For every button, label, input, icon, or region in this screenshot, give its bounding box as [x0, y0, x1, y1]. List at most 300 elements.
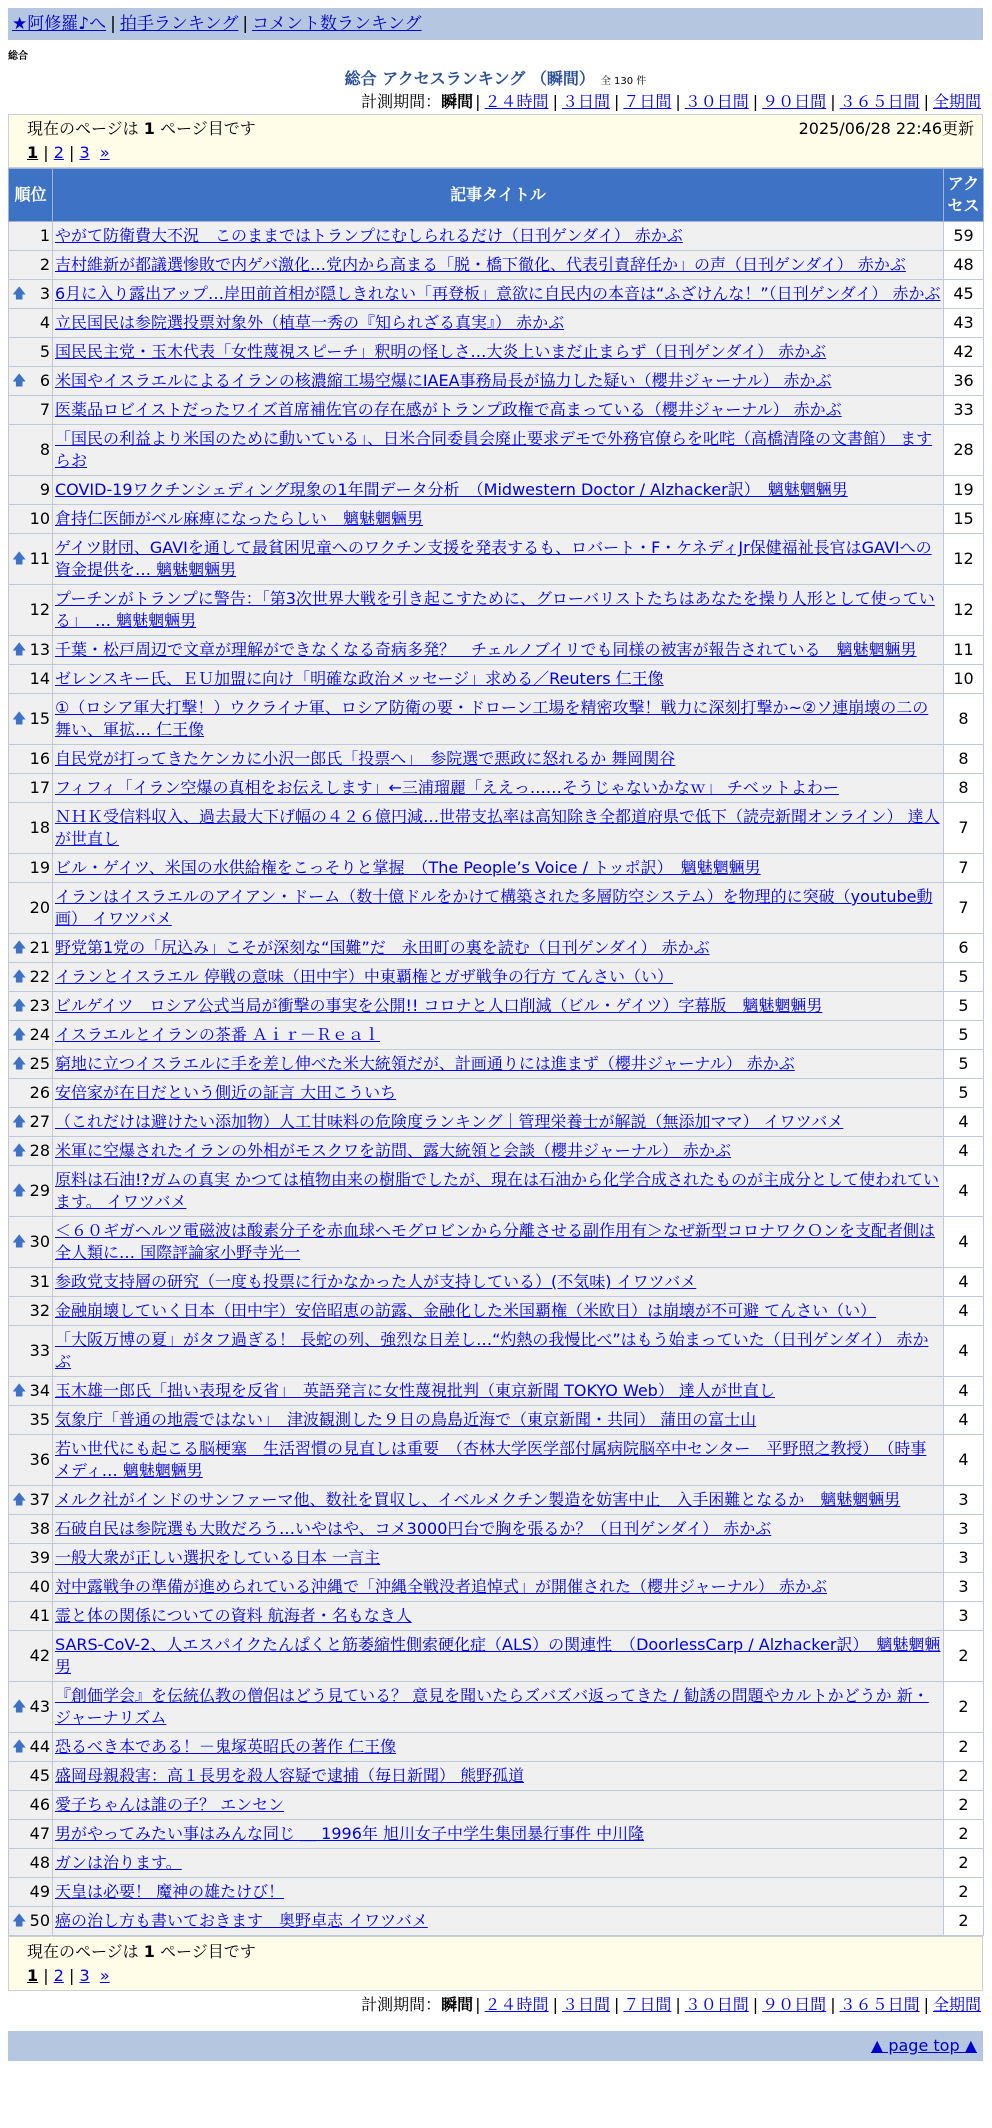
access-count: 6: [944, 934, 984, 963]
period-separator: |: [475, 1995, 481, 2014]
rank-number: 20: [29, 898, 50, 917]
rank-up-icon: 🡅: [12, 998, 27, 1014]
rank-cell: [9, 396, 53, 425]
access-count: 2: [944, 1762, 984, 1791]
rank-up-icon: 🡅: [12, 969, 27, 985]
access-count: 42: [944, 338, 984, 367]
access-count: 7: [944, 854, 984, 883]
page-3-link[interactable]: 3: [79, 143, 90, 162]
period-separator: |: [830, 1995, 836, 2014]
title-cell: [53, 1733, 944, 1762]
rank-header: 順位: [9, 169, 53, 222]
period-link[interactable]: ７日間: [623, 1995, 672, 2014]
access-count: 5: [944, 1021, 984, 1050]
rank-cell: [9, 745, 53, 774]
period-label: 計測期間：: [361, 92, 442, 111]
title-cell: [53, 665, 944, 694]
table-row: [9, 1820, 984, 1849]
rank-cell: [9, 1297, 53, 1326]
title-cell: [53, 280, 944, 309]
rank-cell: [9, 1733, 53, 1762]
pager-bottom: [8, 1936, 983, 1991]
rank-number: 50: [29, 1911, 50, 1930]
rank-cell: [9, 367, 53, 396]
title-cell: [53, 505, 944, 534]
rank-number: 33: [29, 1341, 50, 1360]
rank-cell: [9, 963, 53, 992]
rank-cell: [9, 338, 53, 367]
title-header: 記事タイトル: [53, 169, 944, 222]
period-separator: |: [923, 92, 929, 111]
title-cell: [53, 992, 944, 1021]
rank-cell: [9, 280, 53, 309]
table-row: [9, 1297, 984, 1326]
rank-number: 10: [29, 509, 50, 528]
table-row: [9, 1544, 984, 1573]
article-title-link[interactable]: 男がやってみたい事はみんな同じ ＿ 1996年 旭川女子中学生集団暴行事件 中川隆: [55, 1824, 645, 1843]
article-title-link[interactable]: 気象庁「普通の地震ではない」 津波観測した９日の鳥島近海で（東京新聞・共同） 蒲田の富士山: [55, 1410, 757, 1429]
article-title-link[interactable]: 「大阪万博の夏」がタフ過ぎる！ 長蛇の列、強烈な日差し…“灼熱の我慢比べ”はもう始まっていた（日刊ゲンダイ） 赤かぶ: [55, 1330, 929, 1371]
period-separator: |: [675, 1995, 681, 2014]
rank-cell: [9, 1377, 53, 1406]
period-link[interactable]: 全期間: [932, 92, 981, 111]
access-count: 2: [944, 1682, 984, 1733]
table-row: [9, 883, 984, 934]
rank-up-icon: 🡅: [12, 1056, 27, 1072]
home-link[interactable]: ★阿修羅♪へ: [12, 14, 107, 34]
table-row: [9, 1166, 984, 1217]
rank-cell: [9, 1791, 53, 1820]
article-title-link[interactable]: 野党第1党の「尻込み」こそが深刻な“国難”だ 永田町の裏を読む（日刊ゲンダイ） 赤かぶ: [55, 938, 710, 957]
article-title-link[interactable]: SARS-CoV-2、人エスパイクたんぱくと筋萎縮性側索硬化症（ALS）の関連性 （DoorlessCarp / Alzhacker訳） 魑魅魍魎男: [55, 1635, 941, 1676]
rank-number: 32: [29, 1301, 50, 1320]
article-title-link[interactable]: 恐るべき本である！－鬼塚英昭氏の著作 仁王像: [55, 1737, 397, 1756]
article-title-link[interactable]: イスラエルとイランの茶番 Ａｉｒ－Ｒｅａｌ: [55, 1025, 380, 1044]
title-cell: [53, 1820, 944, 1849]
title-cell: [53, 1217, 944, 1268]
table-header-row: [9, 169, 984, 222]
rank-cell: [9, 1544, 53, 1573]
title-cell: [53, 585, 944, 636]
article-title-link[interactable]: ガンは治ります。: [55, 1853, 182, 1872]
table-row: [9, 854, 984, 883]
rank-cell: [9, 1268, 53, 1297]
title-cell: [53, 1791, 944, 1820]
article-title-link[interactable]: フィフィ「イラン空爆の真相をお伝えします」←三浦瑠麗「ええっ……そうじゃないかなｗ」 チベットよわー: [55, 778, 839, 797]
rank-cell: [9, 1166, 53, 1217]
article-title-link[interactable]: 石破自民は参院選も大敗だろう…いやはや、コメ3000円台で胸を張るか？（日刊ゲンダイ） 赤かぶ: [55, 1519, 772, 1538]
article-title-link[interactable]: 立民国民は参院選投票対象外（植草一秀の『知られざる真実』） 赤かぶ: [55, 313, 565, 332]
title-cell: [53, 1762, 944, 1791]
table-row: [9, 934, 984, 963]
article-title-link[interactable]: イランはイスラエルのアイアン・ドーム（数十億ドルをかけて構築された多層防空システム）を物理的に突破（youtube動画） イワツバメ: [55, 887, 933, 928]
rank-number: 21: [29, 938, 50, 957]
period-current: 瞬間: [441, 1995, 474, 2014]
rank-cell: [9, 425, 53, 476]
access-count: 33: [944, 396, 984, 425]
rank-number: 42: [29, 1646, 50, 1665]
table-row: [9, 1849, 984, 1878]
article-title-link[interactable]: 米国やイスラエルによるイランの核濃縮工場空爆にIAEA事務局長が協力した疑い（櫻井ジャーナル） 赤かぶ: [55, 371, 832, 390]
period-link[interactable]: ３６５日間: [839, 1995, 920, 2014]
rank-up-icon: 🡅: [12, 373, 27, 389]
access-count: 7: [944, 883, 984, 934]
page-links: 1 | 2 | 3 »: [27, 143, 110, 162]
rank-number: 12: [29, 600, 50, 619]
period-link[interactable]: ９０日間: [762, 1995, 827, 2014]
table-row: [9, 1435, 984, 1486]
access-count: 4: [944, 1217, 984, 1268]
table-row: [9, 280, 984, 309]
article-title-link[interactable]: COVID-19ワクチンシェディング現象の1年間データ分析 （Midwestern Doctor / Alzhacker訳） 魑魅魍魎男: [55, 480, 848, 499]
rank-number: 46: [29, 1795, 50, 1814]
article-title-link[interactable]: ビルゲイツ ロシア公式当局が衝撃の事実を公開!! コロナと人口削減（ビル・ゲイツ）字幕版 魑魅魍魎男: [55, 996, 823, 1015]
access-count: 3: [944, 1602, 984, 1631]
top-nav-bar: [8, 8, 983, 40]
article-title-link[interactable]: 千葉・松戸周辺で文章が理解ができなくなる奇病多発？ チェルノブイリでも同様の被害が報告されている 魑魅魍魎男: [55, 640, 917, 659]
rank-number: 5: [39, 342, 50, 361]
access-count: 8: [944, 694, 984, 745]
title-cell: [53, 309, 944, 338]
title-cell: [53, 1849, 944, 1878]
title-cell: [53, 963, 944, 992]
access-count: 10: [944, 665, 984, 694]
title-cell: [53, 1878, 944, 1907]
article-title-link[interactable]: メルク社がインドのサンファーマ他、数社を買収し、イベルメクチン製造を妨害中止 入手困難となるか 魑魅魍魎男: [55, 1490, 901, 1509]
rank-cell: [9, 1326, 53, 1377]
rank-cell: [9, 1217, 53, 1268]
article-title-link[interactable]: ＜６０ギガヘルツ電磁波は酸素分子を赤血球ヘモグロビンから分離させる副作用有＞なぜ新型コロナワクＯンを支配者側は全人類に… 国際評論家小野寺光一: [55, 1221, 936, 1262]
rank-up-icon: 🡅: [12, 1383, 27, 1399]
access-count: 4: [944, 1268, 984, 1297]
access-count: 4: [944, 1326, 984, 1377]
article-title-link[interactable]: 自民党が打ってきたケンカに小沢一郎氏「投票へ」 参院選で悪政に怒れるか 舞岡関谷: [55, 749, 676, 768]
article-title-link[interactable]: プーチンがトランプに警告：「第3次世界大戦を引き起こすために、グローバリストたちはあなたを操り人形として使っている」 … 魑魅魍魎男: [55, 589, 935, 630]
article-title-link[interactable]: 参政党支持層の研究（一度も投票に行かなかった人が支持している）(不気味) イワツバメ: [55, 1272, 697, 1291]
next-page-link[interactable]: »: [99, 1966, 110, 1985]
bottom-bar: [8, 2031, 983, 2061]
title-cell: [53, 1631, 944, 1682]
title-cell: [53, 1377, 944, 1406]
title-cell: [53, 1907, 944, 1936]
rank-number: 8: [39, 440, 50, 459]
rank-up-icon: 🡅: [12, 551, 27, 567]
title-cell: [53, 883, 944, 934]
rank-number: 44: [29, 1737, 50, 1756]
title-cell: [53, 251, 944, 280]
article-title-link[interactable]: やがて防衛費大不況 このままではトランプにむしられるだけ（日刊ゲンダイ） 赤かぶ: [55, 226, 683, 245]
access-count: 12: [944, 585, 984, 636]
access-count: 5: [944, 1050, 984, 1079]
title-cell: [53, 222, 944, 251]
access-count: 2: [944, 1791, 984, 1820]
access-count: 5: [944, 1079, 984, 1108]
table-row: [9, 1050, 984, 1079]
rank-cell: [9, 992, 53, 1021]
table-row: [9, 992, 984, 1021]
rank-cell: [9, 1050, 53, 1079]
rank-cell: [9, 251, 53, 280]
access-count: 8: [944, 774, 984, 803]
article-title-link[interactable]: 愛子ちゃんは誰の子？ エンセン: [55, 1795, 285, 1814]
nav-separator: |: [242, 14, 249, 34]
article-title-link[interactable]: 「国民の利益より米国のために動いている」、日米合同委員会廃止要求デモで外務官僚らを叱咤（高橋清隆の文書館） ますらお: [55, 429, 933, 470]
article-title-link[interactable]: 盛岡母親殺害：高１長男を殺人容疑で逮捕（毎日新聞） 熊野孤道: [55, 1766, 525, 1785]
access-count: 2: [944, 1820, 984, 1849]
rank-cell: [9, 476, 53, 505]
article-title-link[interactable]: 6月に入り露出アップ…岸田前首相が隠しきれない「再登板」意欲に自民内の本音は“ふざけんな！”（日刊ゲンダイ） 赤かぶ: [55, 284, 941, 303]
page-1-current: 1: [27, 143, 39, 162]
title-cell: [53, 1297, 944, 1326]
table-row: [9, 1021, 984, 1050]
access-count: 3: [944, 1515, 984, 1544]
access-count: 59: [944, 222, 984, 251]
article-title-link[interactable]: （これだけは避けたい添加物）人工甘味料の危険度ランキング｜管理栄養士が解説（無添加ママ） イワツバメ: [55, 1112, 844, 1131]
article-title-link[interactable]: 安倍家が在日だという側近の証言 大田こういち: [55, 1083, 397, 1102]
rank-cell: [9, 665, 53, 694]
rank-cell: [9, 1602, 53, 1631]
rank-up-icon: 🡅: [12, 1739, 27, 1755]
period-link[interactable]: ３日間: [561, 1995, 610, 2014]
rank-number: 26: [29, 1083, 50, 1102]
table-row: [9, 1682, 984, 1733]
rank-number: 29: [29, 1181, 50, 1200]
title-cell: [53, 1544, 944, 1573]
rank-cell: [9, 1762, 53, 1791]
access-count: 2: [944, 1907, 984, 1936]
article-title-link[interactable]: 対中露戦争の準備が進められている沖縄で「沖縄全戦没者追悼式」が開催された（櫻井ジャーナル） 赤かぶ: [55, 1577, 827, 1596]
table-row: [9, 1878, 984, 1907]
access-count: 4: [944, 1297, 984, 1326]
article-title-link[interactable]: 若い世代にも起こる脳梗塞 生活習慣の見直しは重要 （杏林大学医学部付属病院脳卒中センター 平野照之教授） （時事メディ… 魑魅魍魎男: [55, 1439, 927, 1480]
article-title-link[interactable]: ゼレンスキー氏、ＥＵ加盟に向け「明確な政治メッセージ」求める／Reuters 仁王像: [55, 669, 664, 688]
rank-cell: [9, 1435, 53, 1486]
article-title-link[interactable]: ＮＨＫ受信料収入、過去最大下げ幅の４２６億円減…世帯支払率は高知除き全都道府県で低下（読売新聞オンライン） 達人が世直し: [55, 807, 940, 848]
page-top-link[interactable]: ▲ page top ▲: [870, 2036, 977, 2055]
table-row: [9, 1733, 984, 1762]
period-current: 瞬間: [441, 92, 474, 111]
category-label: 総合: [8, 51, 28, 62]
title-cell: [53, 338, 944, 367]
rank-up-icon: 🡅: [12, 1492, 27, 1508]
access-count: 15: [944, 505, 984, 534]
article-title-link[interactable]: 吉村維新が都議選惨敗で内ゲバ激化…党内から高まる「脱・橋下徹化、代表引責辞任か」の声（日刊ゲンダイ） 赤かぶ: [55, 255, 906, 274]
access-count: 4: [944, 1137, 984, 1166]
table-row: [9, 338, 984, 367]
title-cell: [53, 854, 944, 883]
rank-cell: [9, 854, 53, 883]
rank-cell: [9, 1682, 53, 1733]
access-count: 3: [944, 1486, 984, 1515]
period-separator: |: [752, 1995, 759, 2014]
page-2-link[interactable]: 2: [53, 143, 64, 162]
rank-number: 48: [29, 1853, 50, 1872]
rank-number: 28: [29, 1141, 50, 1160]
title-cell: [53, 1108, 944, 1137]
article-title-link[interactable]: 玉木雄一郎氏「拙い表現を反省」 英語発言に女性蔑視批判（東京新聞 TOKYO Web） 達人が世直し: [55, 1381, 775, 1400]
period-separator: |: [552, 1995, 558, 2014]
access-count: 2: [944, 1878, 984, 1907]
article-title-link[interactable]: 金融崩壊していく日本（田中宇）安倍昭恵の訪露、金融化した米国覇権（米欧日）は崩壊が不可避 てんさい（い）: [55, 1301, 877, 1320]
period-link[interactable]: ３０日間: [684, 1995, 749, 2014]
title-cell: [53, 1021, 944, 1050]
page-status: 現在のページは 1 ページ目です: [27, 119, 256, 138]
table-row: [9, 1268, 984, 1297]
rank-cell: [9, 505, 53, 534]
access-count: 48: [944, 251, 984, 280]
rank-cell: [9, 1486, 53, 1515]
title-cell: [53, 934, 944, 963]
page-1-current: 1: [27, 1966, 39, 1985]
applause-ranking-link[interactable]: 拍手ランキング: [119, 14, 239, 34]
period-link[interactable]: 全期間: [932, 1995, 981, 2014]
rank-number: 36: [29, 1450, 50, 1469]
access-count: 19: [944, 476, 984, 505]
rank-cell: [9, 1079, 53, 1108]
table-row: [9, 745, 984, 774]
rank-number: 38: [29, 1519, 50, 1538]
rank-cell: [9, 883, 53, 934]
rank-cell: [9, 309, 53, 338]
rank-cell: [9, 534, 53, 585]
article-title-link[interactable]: 米軍に空爆されたイランの外相がモスクワを訪問、露大統領と会談（櫻井ジャーナル） 赤かぶ: [55, 1141, 731, 1160]
rank-number: 39: [29, 1548, 50, 1567]
period-link[interactable]: ３日間: [561, 92, 610, 111]
period-selector-bottom: [8, 1993, 983, 2017]
title-cell: [53, 534, 944, 585]
rank-number: 31: [29, 1272, 50, 1291]
period-link[interactable]: ３０日間: [684, 92, 749, 111]
article-title-link[interactable]: 倉持仁医師がベル麻痺になったらしい 魑魅魍魎男: [55, 509, 424, 528]
table-row: [9, 585, 984, 636]
ranking-rows: [9, 222, 984, 1936]
access-count: 4: [944, 1377, 984, 1406]
access-count: 8: [944, 745, 984, 774]
rank-up-icon: 🡅: [12, 1114, 27, 1130]
article-title-link[interactable]: 癌の治し方も書いておきます 奥野卓志 イワツバメ: [55, 1911, 428, 1930]
rank-number: 13: [29, 640, 50, 659]
title-cell: [53, 1515, 944, 1544]
rank-number: 19: [29, 858, 50, 877]
period-link[interactable]: ２４時間: [484, 92, 549, 111]
access-count: 43: [944, 309, 984, 338]
title-cell: [53, 774, 944, 803]
table-row: [9, 1108, 984, 1137]
rank-number: 11: [29, 549, 50, 568]
article-title-link[interactable]: 医薬品ロビイストだったワイズ首席補佐官の存在感がトランプ政権で高まっている（櫻井ジャーナル） 赤かぶ: [55, 400, 842, 419]
access-count: 4: [944, 1108, 984, 1137]
table-row: [9, 1602, 984, 1631]
rank-number: 34: [29, 1381, 50, 1400]
page-2-link[interactable]: 2: [53, 1966, 64, 1985]
rank-up-icon: 🡅: [12, 711, 27, 727]
rank-up-icon: 🡅: [12, 286, 27, 302]
rank-number: 7: [39, 400, 50, 419]
table-row: [9, 1217, 984, 1268]
table-row: [9, 309, 984, 338]
access-count: 5: [944, 963, 984, 992]
table-row: [9, 367, 984, 396]
rank-number: 1: [39, 226, 50, 245]
article-title-link[interactable]: ゲイツ財団、GAVIを通して最貧困児童へのワクチン支援を発表するも、ロバート・F・ケネディJr保健福祉長官はGAVIへの資金提供を… 魑魅魍魎男: [55, 538, 932, 579]
table-row: [9, 1907, 984, 1936]
period-link[interactable]: ３６５日間: [839, 92, 920, 111]
rank-up-icon: 🡅: [12, 940, 27, 956]
article-title-link[interactable]: 一般大衆が正しい選択をしている日本 一言主: [55, 1548, 381, 1567]
title-cell: [53, 1682, 944, 1733]
table-row: [9, 1406, 984, 1435]
access-count: 4: [944, 1166, 984, 1217]
table-row: [9, 694, 984, 745]
period-link[interactable]: ７日間: [623, 92, 672, 111]
rank-number: 22: [29, 967, 50, 986]
title-cell: [53, 1435, 944, 1486]
next-page-link[interactable]: »: [99, 143, 110, 162]
title-cell: [53, 1050, 944, 1079]
article-title-link[interactable]: ①（ロシア軍大打撃！）ウクライナ軍、ロシア防衛の要・ドローン工場を精密攻撃！戦力に深刻打撃か~②ソ連崩壊の二の舞い、軍拡… 仁王像: [55, 698, 929, 739]
rank-cell: [9, 1849, 53, 1878]
period-link[interactable]: ９０日間: [762, 92, 827, 111]
title-cell: [53, 1166, 944, 1217]
access-count: 11: [944, 636, 984, 665]
table-row: [9, 636, 984, 665]
rank-number: 14: [29, 669, 50, 688]
page-3-link[interactable]: 3: [79, 1966, 90, 1985]
article-title-link[interactable]: 霊と体の関係についての資料 航海者・名もなき人: [55, 1606, 412, 1625]
title-cell: [53, 1602, 944, 1631]
page-status-bottom: 現在のページは 1 ページ目です: [27, 1942, 256, 1961]
article-title-link[interactable]: イランとイスラエル 停戦の意味（田中宇）中東覇権とガザ戦争の行方 てんさい（い）: [55, 967, 674, 986]
rank-number: 30: [29, 1232, 50, 1251]
period-link[interactable]: ２４時間: [484, 1995, 549, 2014]
title-cell: [53, 694, 944, 745]
access-count: 2: [944, 1849, 984, 1878]
rank-number: 35: [29, 1410, 50, 1429]
access-header: アクセス: [944, 169, 984, 222]
article-title-link[interactable]: 『創価学会』を伝統仏教の僧侶はどう見ている？ 意見を聞いたらズバズバ返ってきた / 勧誘の問題やカルトかどうか 新・ジャーナリズム: [55, 1686, 929, 1727]
access-count: 5: [944, 992, 984, 1021]
rank-cell: [9, 1631, 53, 1682]
table-row: [9, 396, 984, 425]
title-cell: [53, 1326, 944, 1377]
table-row: [9, 803, 984, 854]
rank-cell: [9, 1137, 53, 1166]
table-row: [9, 1377, 984, 1406]
rank-number: 45: [29, 1766, 50, 1785]
ranking-table: [8, 168, 984, 1936]
title-cell: [53, 1079, 944, 1108]
rank-number: 6: [39, 371, 50, 390]
article-title-link[interactable]: ビル・ゲイツ、米国の水供給権をこっそりと掌握 （The People’s Voice / トッポ訳） 魑魅魍魎男: [55, 858, 761, 877]
table-row: [9, 1137, 984, 1166]
article-title-link[interactable]: 天皇は必要！ 魔神の雄たけび！: [55, 1882, 285, 1901]
article-title-link[interactable]: 国民民主党・玉木代表「女性蔑視スピーチ」釈明の怪しさ…大炎上いまだ止まらず（日刊ゲンダイ） 赤かぶ: [55, 342, 827, 361]
table-row: [9, 505, 984, 534]
rank-number: 3: [39, 284, 50, 303]
period-selector-top: [8, 90, 983, 114]
rank-cell: [9, 934, 53, 963]
article-title-link[interactable]: 窮地に立つイスラエルに手を差し伸べた米大統領だが、計画通りには進まず（櫻井ジャーナル） 赤かぶ: [55, 1054, 795, 1073]
access-count: 2: [944, 1733, 984, 1762]
rank-cell: [9, 1878, 53, 1907]
rank-cell: [9, 774, 53, 803]
pager-top: [8, 114, 983, 168]
period-separator: |: [552, 92, 558, 111]
rank-up-icon: 🡅: [12, 1699, 27, 1715]
comment-ranking-link[interactable]: コメント数ランキング: [252, 14, 422, 34]
article-title-link[interactable]: 原料は石油!?ガムの真実 かつては植物由来の樹脂でしたが、現在は石油から化学合成されたものが主成分として使われています。 イワツバメ: [55, 1170, 939, 1211]
table-row: [9, 1486, 984, 1515]
